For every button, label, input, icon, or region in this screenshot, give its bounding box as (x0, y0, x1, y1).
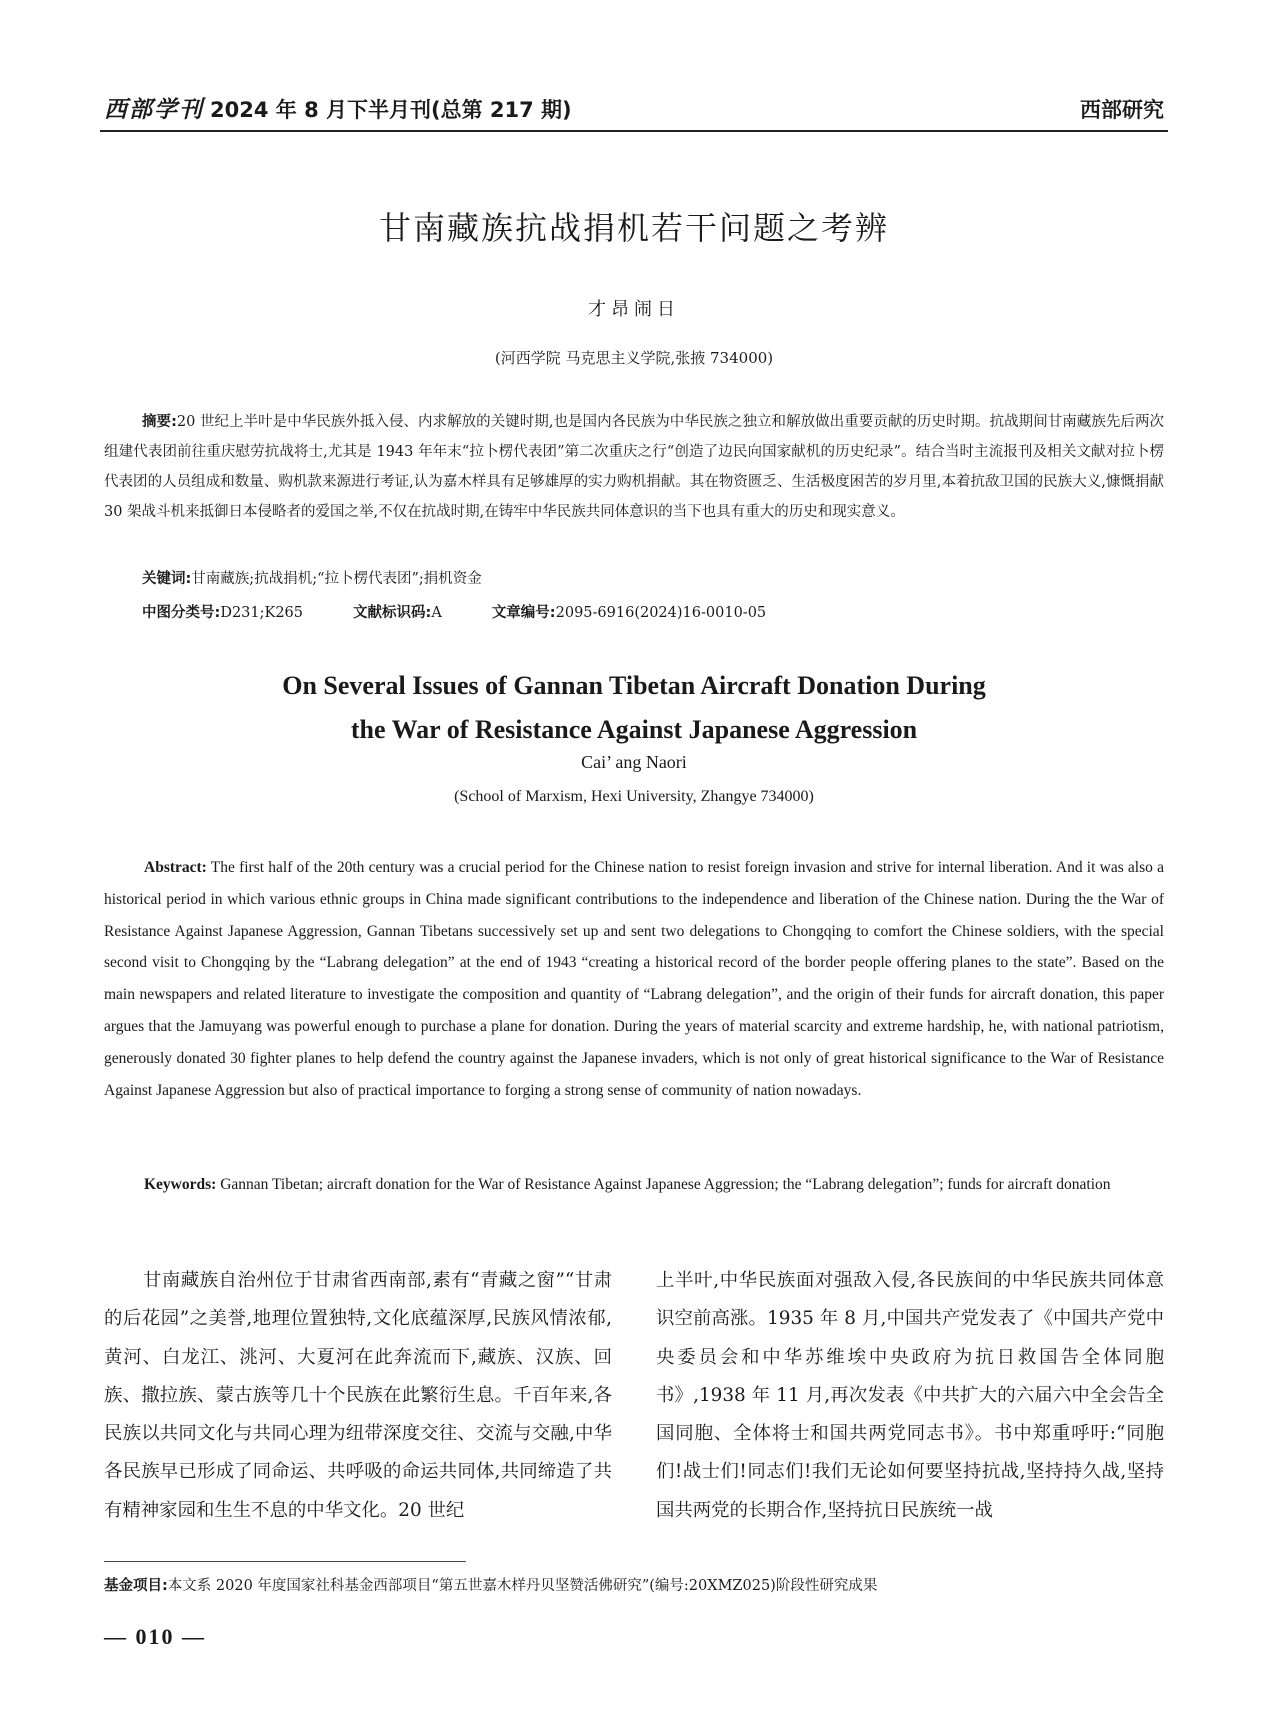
abstract-en-label: Abstract: (144, 859, 207, 876)
footnote-funding (104, 1574, 877, 1595)
doc-code-value: A (431, 605, 442, 621)
article-no-value: 2095-6916(2024)16-0010-05 (555, 605, 767, 621)
keywords-cn-text: 甘南藏族;抗战捐机;“拉卜楞代表团”;捐机资金 (191, 571, 482, 587)
keywords-en-label: Keywords: (144, 1176, 217, 1193)
section-name: 西部研究 (1080, 98, 1164, 122)
classification-line (142, 601, 816, 622)
abstract-cn-label: 摘要: (142, 414, 177, 430)
affiliation-en: (School of Marxism, Hexi University, Zhangye 734000) (454, 788, 814, 805)
footnote-divider (104, 1561, 466, 1562)
clc-value: D231;K265 (220, 605, 304, 621)
abstract-en-text: The first half of the 20th century was a crucial period for the Chinese nation to resist foreign invasion and strive for internal liberation. And it was also a historical period in which various ethnic groups in China made significant contributions to the independence and liberation of the Chinese nation. During the the War of Resistance Against Japanese Aggression, Gannan Tibetans successively set up and sent two delegations to Chongqing to comfort the Chinese soldiers, with the special second visit to Chongqing by the “Labrang delegation” at the end of 1943 “creating a historical record of the border people offering planes to the state”. Based on the main newspapers and related literature to investigate the composition and quantity of “Labrang delegation”, and the origin of their funds for aircraft donation, this paper argues that the Jamuyang was powerful enough to purchase a plane for donation. During the years of material scarcity and extreme hardship, he, with national patriotism, generously donated 30 fighter planes to help defend the country against the Japanese invaders, which is not only of great historical significance to the War of Resistance Against Japanese Aggression but also of practical importance to forging a strong sense of community of nation nowadays. (104, 859, 1164, 1099)
affiliation-cn: (河西学院 马克思主义学院,张掖 734000) (494, 349, 774, 367)
doc-code-item (353, 601, 442, 622)
abstract-cn (104, 407, 1164, 527)
author-en: Cai’ ang Naori (581, 752, 687, 772)
journal-issue: 2024 年 8 月下半月刊(总第 217 期) (210, 98, 572, 122)
title-en-line-2: the War of Resistance Against Japanese Aggression (350, 715, 918, 744)
title-en-line-1: On Several Issues of Gannan Tibetan Aircraft Donation During (282, 671, 986, 700)
journal-logo: 西部学刊 (104, 96, 204, 123)
page-header (104, 86, 1164, 124)
body-column-left: 甘南藏族自治州位于甘肃省西南部,素有“青藏之窗”“甘肃的后花园”之美誉,地理位置独特,文化底蕴深厚,民族风情浓郁,黄河、白龙江、洮河、大夏河在此奔流而下,藏族、汉族、回族、撒拉族、蒙古族等几十个民族在此繁衍生息。千百年来,各民族以共同文化与共同心理为纽带深度交往、交流与交融,中华各民族早已形成了同命运、共呼吸的命运共同体,共同缔造了共有精神家园和生生不息的中华文化。20 世纪 (104, 1270, 612, 1521)
keywords-en (104, 1169, 1164, 1201)
page-number: — 010 — (104, 1624, 206, 1649)
clc-label: 中图分类号: (142, 605, 221, 621)
header-left (104, 91, 572, 124)
abstract-cn-text: 20 世纪上半叶是中华民族外抵入侵、内求解放的关键时期,也是国内各民族为中华民族之独立和解放做出重要贡献的历史时期。抗战期间甘南藏族先后两次组建代表团前往重庆慰劳抗战将士,尤其是 1943 年年末“拉卜楞代表团”第二次重庆之行“创造了边民向国家献机的历史纪录”。结合当时主流报刊及相关文献对拉卜楞代表团的人员组成和数量、购机款来源进行考证,认为嘉木样具有足够雄厚的实力购机捐献。其在物资匮乏、生活极度困苦的岁月里,本着抗敌卫国的民族大义,慷慨捐献 30 架战斗机来抵御日本侵略者的爱国之举,不仅在抗战时期,在铸牢中华民族共同体意识的当下也具有重大的历史和现实意义。 (104, 414, 1164, 520)
article-title-en (0, 664, 1268, 752)
keywords-en-text: Gannan Tibetan; aircraft donation for the War of Resistance Against Japanese Aggression; the “Labrang delegation”; funds for aircraft donation (220, 1176, 1111, 1193)
clc-item (142, 601, 303, 622)
keywords-cn-label: 关键词: (142, 571, 192, 587)
abstract-en (104, 852, 1164, 1106)
article-no-label: 文章编号: (491, 605, 556, 621)
doc-code-label: 文献标识码: (353, 605, 432, 621)
article-no-item (492, 601, 766, 622)
body-column-right: 上半叶,中华民族面对强敌入侵,各民族间的中华民族共同体意识空前高涨。1935 年 8 月,中国共产党发表了《中国共产党中央委员会和中华苏维埃中央政府为抗日救国告全体同胞书》,1938 年 11 月,再次发表《中共扩大的六届六中全会告全国同胞、全体将士和国共两党同志书》。书中郑重呼吁:“同胞们!战士们!同志们!我们无论如何要坚持抗战,坚持持久战,坚持国共两党的长期合作,坚持抗日民族统一战 (656, 1270, 1164, 1521)
header-divider (100, 130, 1168, 132)
footnote-text: 本文系 2020 年度国家社科基金西部项目“第五世嘉木样丹贝坚赞活佛研究”(编号:20XMZ025)阶段性研究成果 (167, 1578, 878, 1594)
keywords-cn (142, 567, 482, 588)
footnote-label: 基金项目: (104, 1578, 168, 1594)
author-cn: 才昂闹日 (588, 299, 680, 320)
article-title-cn: 甘南藏族抗战捐机若干问题之考辨 (378, 209, 889, 247)
